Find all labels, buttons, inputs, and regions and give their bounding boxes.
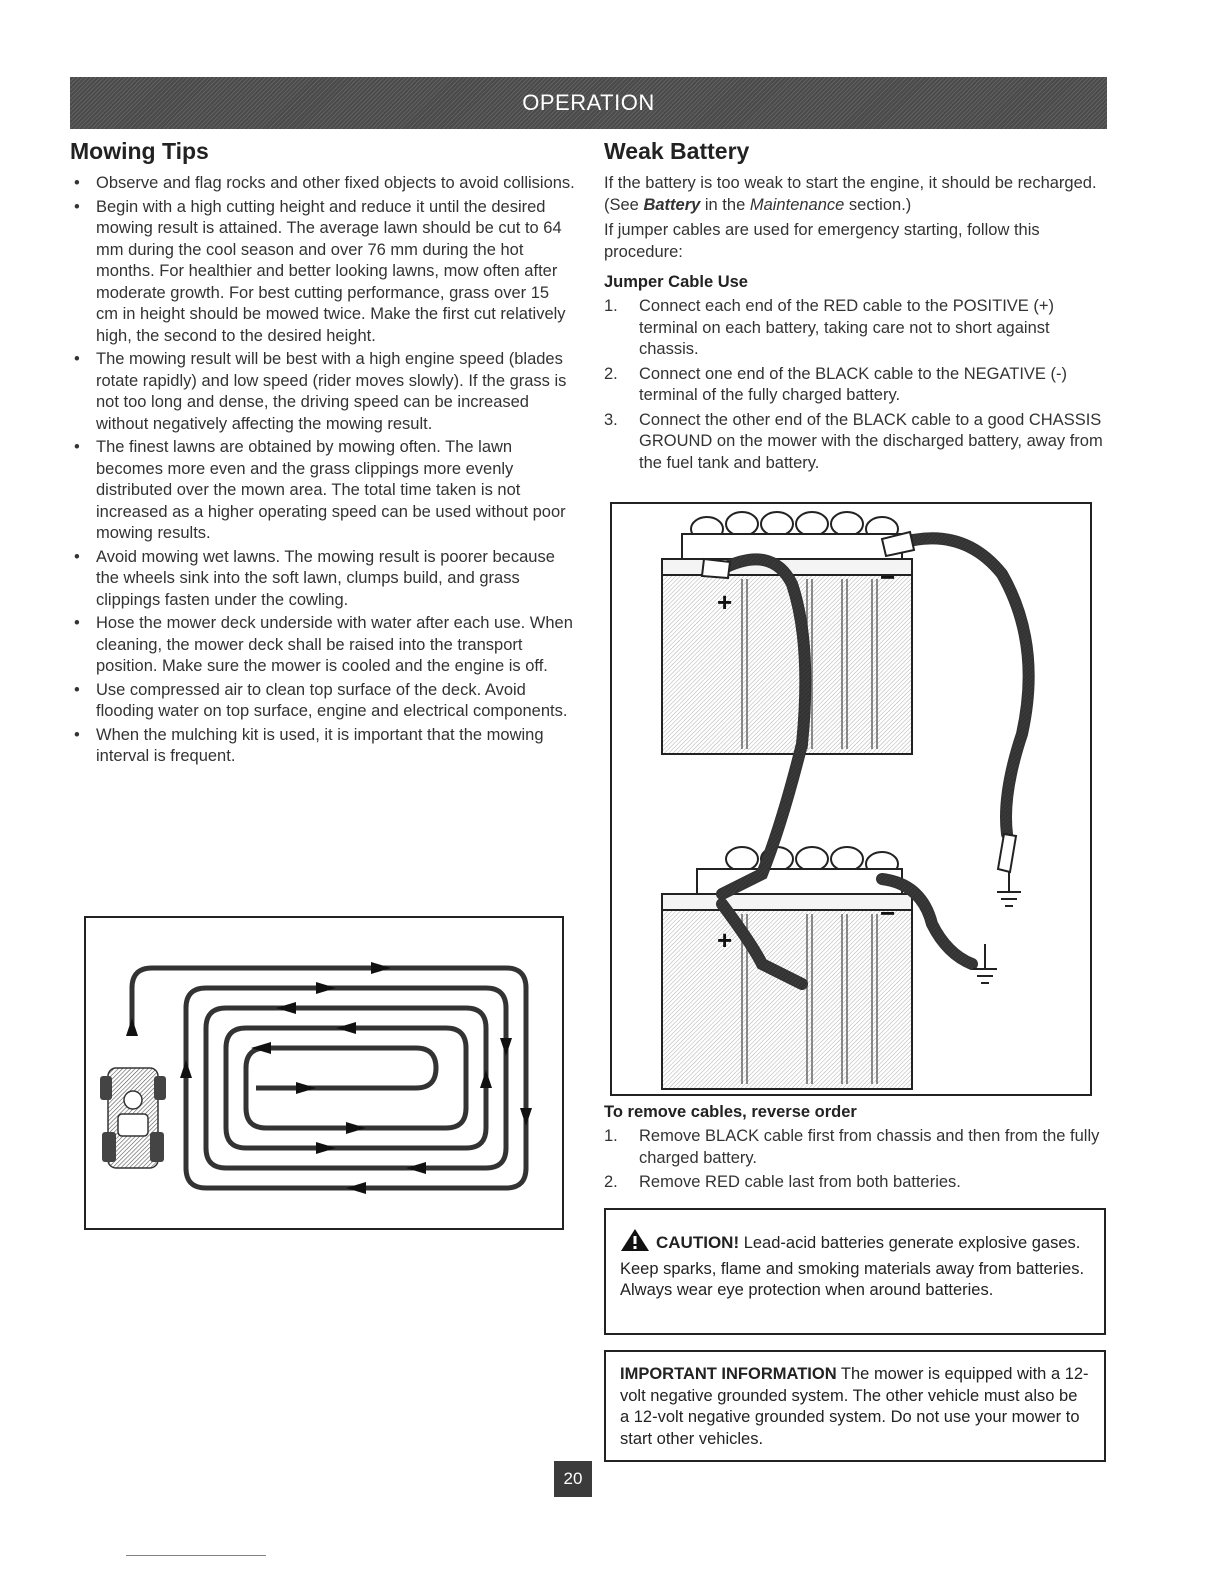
step-text: Connect one end of the BLACK cable to the NEGATIVE (-) terminal of the fully charged battery.	[639, 364, 1068, 404]
intro-text: in the	[700, 195, 750, 214]
mowing-tips-section	[70, 138, 575, 770]
weak-battery-section	[604, 138, 1106, 477]
mowing-pattern-figure	[84, 916, 564, 1230]
step-text: Remove BLACK cable first from chassis and then from the fully charged battery.	[639, 1127, 1100, 1167]
step-number: 1.	[604, 297, 618, 315]
intro-text: section.)	[844, 195, 912, 214]
mowing-tips-heading: Mowing Tips	[70, 138, 209, 164]
remove-steps	[604, 1126, 1106, 1194]
weak-battery-intro	[604, 173, 1106, 216]
charged-battery	[662, 512, 912, 754]
section-header-bar	[70, 77, 1107, 129]
chassis-ground-icon	[973, 872, 1021, 983]
caution-label: CAUTION!	[656, 1233, 740, 1252]
section-title: OPERATION	[522, 90, 655, 115]
list-item	[604, 1126, 1106, 1169]
footer-divider	[126, 1555, 266, 1556]
list-item: • Begin with a high cutting height and reduce it until the desired mowing result is attained. The average lawn should be cut to 64 mm during the cool season and over 76 mm during the hot months. For healthier and better looking lawns, mow often after moderate growth. For best cutting performance, grass over 15 cm in height should be mowed twice. Make the first cut relatively high, the second to the desired height.	[96, 197, 575, 348]
step-number: 2.	[604, 364, 618, 383]
battery-reference: Battery	[643, 195, 701, 214]
step-text: Remove RED cable last from both batteries.	[639, 1173, 961, 1191]
list-item: • The finest lawns are obtained by mowing often. The lawn becomes more even and the grass clippings more evenly distributed over the mown area. The total time taken is not increased as a higher operating speed can be used without poor mowing results.	[96, 437, 575, 545]
page-number: 20	[554, 1461, 592, 1497]
step-number: 3.	[604, 410, 618, 429]
jumper-steps	[604, 296, 1106, 474]
remove-cables-heading: To remove cables, reverse order	[604, 1103, 857, 1121]
remove-cables-section	[604, 1103, 1106, 1197]
warning-icon	[620, 1228, 650, 1259]
caution-text: Lead-acid batteries generate explosive gases. Keep sparks, flame and smoking materials away from batteries. Always wear eye protection when around batteries.	[620, 1234, 1085, 1299]
discharged-battery	[662, 847, 912, 1089]
jumper-cable-figure	[610, 502, 1092, 1096]
weak-battery-heading: Weak Battery	[604, 138, 750, 164]
list-item	[604, 296, 1106, 361]
mower-icon	[100, 1068, 166, 1168]
intro-text: If the battery is too weak to start the engine, it should be recharged. (See	[604, 174, 1097, 214]
jumper-cable-heading: Jumper Cable Use	[604, 273, 748, 291]
list-item: • Avoid mowing wet lawns. The mowing result is poorer because the wheels sink into the soft lawn, clumps build, and grass clippings fasten under the cowling.	[96, 547, 575, 612]
list-item	[604, 364, 1106, 407]
list-item: • When the mulching kit is used, it is important that the mowing interval is frequent.	[96, 725, 575, 768]
list-item: • Use compressed air to clean top surface of the deck. Avoid flooding water on top surface, engine and electrical components.	[96, 680, 575, 723]
jumper-intro: If jumper cables are used for emergency starting, follow this procedure:	[604, 221, 1040, 261]
list-item	[604, 410, 1106, 475]
step-text: Connect the other end of the BLACK cable to a good CHASSIS GROUND on the mower with the discharged battery, away from the fuel tank and battery.	[639, 410, 1103, 472]
negative-terminal-label: −	[880, 898, 896, 928]
list-item: • Observe and flag rocks and other fixed objects to avoid collisions.	[96, 173, 575, 195]
caution-box	[604, 1208, 1106, 1335]
mowing-tips-list	[70, 173, 575, 768]
positive-terminal-label: +	[717, 925, 733, 955]
mowing-pattern-diagram	[86, 918, 562, 1228]
important-info-box	[604, 1350, 1106, 1462]
step-text: Connect each end of the RED cable to the POSITIVE (+) terminal on each battery, taking care not to short against chassis.	[639, 297, 1055, 358]
negative-terminal-label: −	[880, 562, 896, 592]
important-text: The mower is equipped with a 12-volt negative grounded system. The other vehicle must also be a 12-volt negative grounded system. Do not use your mower to start other vehicles.	[620, 1365, 1089, 1448]
list-item	[604, 1172, 1106, 1194]
step-number: 1.	[604, 1127, 618, 1145]
positive-terminal-label: +	[717, 587, 733, 617]
important-label: IMPORTANT INFORMATION	[620, 1365, 837, 1383]
list-item: • Hose the mower deck underside with water after each use. When cleaning, the mower deck shall be raised into the transport position. Make sure the mower is cooled and the engine is off.	[96, 613, 575, 678]
battery-diagram	[612, 504, 1090, 1094]
step-number: 2.	[604, 1173, 618, 1191]
list-item: • The mowing result will be best with a high engine speed (blades rotate rapidly) and low speed (rider moves slowly). If the grass is not too long and dense, the driving speed can be increased without negatively affecting the mowing result.	[96, 349, 575, 435]
maintenance-reference: Maintenance	[749, 195, 845, 214]
